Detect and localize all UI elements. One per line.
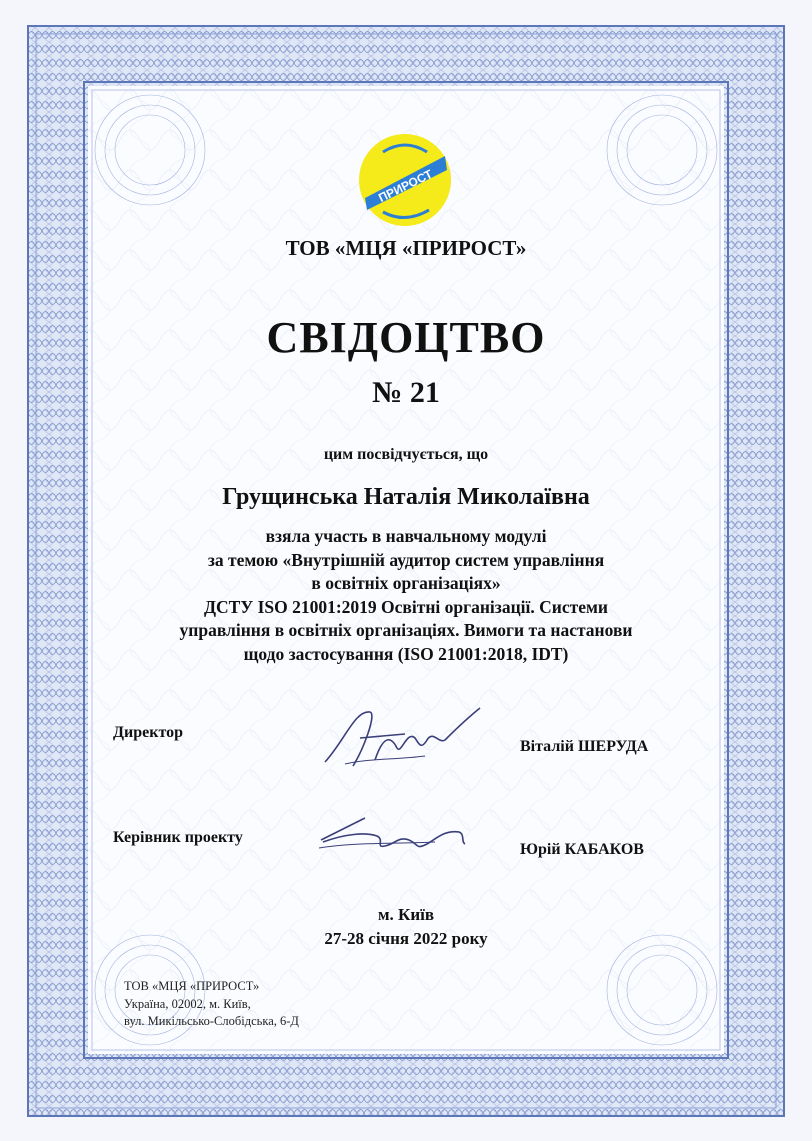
footer-line: ТОВ «МЦЯ «ПРИРОСТ» — [124, 979, 260, 993]
document-number: № 21 — [372, 376, 440, 409]
director-signature — [315, 700, 495, 775]
footer-line: вул. Микільсько-Слобідська, 6-Д — [124, 1014, 299, 1028]
footer-address — [124, 978, 299, 1031]
intro-text: цим посвідчується, що — [323, 446, 489, 463]
organization-title: ТОВ «МЦЯ «ПРИРОСТ» — [285, 236, 527, 260]
document-title: СВІДОЦТВО — [266, 313, 546, 362]
place: м. Київ — [377, 905, 435, 924]
body-line: управління в освітніх організаціях. Вимоги та настанови — [179, 620, 633, 640]
recipient-name: Грущинська Наталія Миколаївна — [222, 484, 590, 510]
project-manager-name: Юрій КАБАКОВ — [520, 841, 644, 858]
body-line: ДСТУ ISO 21001:2019 Освітні організації. Системи — [204, 596, 608, 617]
director-label: Директор — [113, 724, 183, 741]
body-line: взяла участь в навчальному модулі — [265, 526, 547, 546]
priroast-logo — [355, 130, 455, 230]
date: 27-28 січня 2022 року — [324, 929, 488, 948]
project-manager-signature — [315, 812, 475, 862]
project-manager-label: Керівник проекту — [113, 829, 243, 846]
footer-line: Україна, 02002, м. Київ, — [124, 996, 251, 1011]
body-line: в освітніх організаціях» — [311, 573, 501, 593]
certificate-body — [0, 525, 812, 666]
logo-text: ПРИРОСТ — [376, 166, 435, 205]
director-name: Віталій ШЕРУДА — [520, 738, 649, 755]
body-line: за темою «Внутрішній аудитор систем управління — [207, 549, 605, 570]
place-and-date — [0, 903, 812, 951]
body-line: щодо застосування (ISO 21001:2018, IDT) — [243, 643, 569, 664]
